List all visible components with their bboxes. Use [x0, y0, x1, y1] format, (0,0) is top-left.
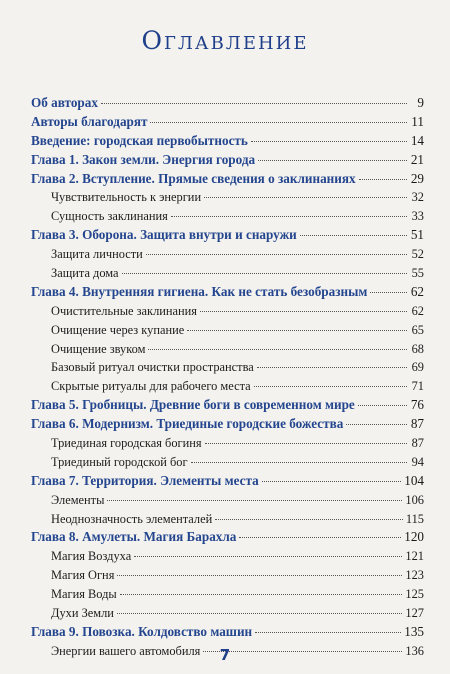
- toc-chapter-entry: [31, 472, 424, 491]
- toc-section-entry: [31, 604, 424, 623]
- toc-section-entry: [31, 340, 424, 359]
- toc-section-entry: [31, 264, 424, 283]
- toc-entry-label: Магия Воды: [51, 587, 117, 602]
- toc-entry-label: Глава 7. Территория. Элементы места: [31, 472, 259, 488]
- dot-leader: [146, 254, 407, 255]
- toc-entry-label: Об авторах: [31, 95, 98, 110]
- toc-entry-page: 120: [404, 529, 424, 545]
- toc-section-entry: [31, 510, 424, 529]
- toc-entry-page: 52: [411, 247, 424, 262]
- toc-entry-page: 76: [410, 397, 424, 413]
- toc-entry-label: Неоднозначность элементалей: [51, 511, 213, 526]
- toc-entry-page: 87: [410, 416, 424, 432]
- toc-entry-page: 123: [405, 568, 424, 583]
- toc-entry-label: Очищение через купание: [51, 322, 185, 337]
- dot-leader: [251, 141, 407, 142]
- dot-leader: [101, 103, 407, 104]
- toc-entry-page: 104: [404, 472, 424, 488]
- toc-section-entry: [31, 245, 424, 264]
- toc-section-entry: [31, 434, 424, 453]
- toc-entry-page: 121: [405, 549, 424, 564]
- toc-entry-page: 51: [410, 227, 424, 243]
- toc-entry-label: Базовый ритуал очистки пространства: [51, 360, 254, 375]
- toc-entry-label: Очищение звуком: [51, 341, 146, 356]
- toc-section-entry: [31, 358, 424, 377]
- toc-entry-page: 136: [405, 643, 424, 658]
- toc-entry-label: Глава 9. Повозка. Колдовство машин: [31, 623, 253, 639]
- table-of-contents: [31, 94, 424, 661]
- toc-entry-label: Глава 2. Вступление. Прямые сведения о заклинаниях: [31, 170, 356, 186]
- toc-entry-page: 135: [404, 623, 424, 639]
- toc-chapter-entry: [31, 132, 424, 151]
- dot-leader: [204, 197, 407, 198]
- toc-entry-page: 62: [411, 303, 424, 318]
- toc-section-entry: [31, 377, 424, 396]
- toc-entry-label: Энергии вашего автомобиля: [51, 643, 201, 658]
- page-title: Оглавление: [141, 26, 309, 55]
- toc-entry-label: Введение: городская первобытность: [31, 132, 248, 148]
- toc-entry-page: 69: [411, 360, 424, 375]
- dot-leader: [122, 273, 407, 274]
- toc-entry-page: 106: [405, 492, 424, 507]
- toc-section-entry: [31, 566, 424, 585]
- toc-entry-page: 65: [411, 322, 424, 337]
- toc-entry-label: Глава 3. Оборона. Защита внутри и снаружи: [31, 227, 297, 243]
- toc-entry-page: 21: [410, 151, 424, 167]
- toc-chapter-entry: [31, 623, 424, 642]
- dot-leader: [255, 632, 401, 633]
- dot-leader: [107, 500, 402, 501]
- dot-leader: [134, 556, 402, 557]
- dot-leader: [300, 235, 407, 236]
- toc-entry-page: 33: [411, 209, 424, 224]
- dot-leader: [254, 386, 407, 387]
- toc-chapter-entry: [31, 170, 424, 189]
- toc-entry-page: 71: [411, 379, 424, 394]
- toc-chapter-entry: [31, 396, 424, 415]
- dot-leader: [205, 443, 407, 444]
- toc-entry-label: Магия Воздуха: [51, 549, 132, 564]
- toc-section-entry: [31, 207, 424, 226]
- toc-chapter-entry: [31, 151, 424, 170]
- toc-entry-page: 11: [411, 113, 424, 129]
- toc-chapter-entry: [31, 113, 424, 132]
- dot-leader: [257, 367, 407, 368]
- toc-entry-page: 14: [410, 132, 424, 148]
- dot-leader: [358, 405, 407, 406]
- toc-entry-label: Защита дома: [51, 266, 119, 281]
- toc-entry-label: Очистительные заклинания: [51, 303, 197, 318]
- toc-entry-label: Элементы: [51, 492, 105, 507]
- toc-entry-page: 68: [411, 341, 424, 356]
- dot-leader: [117, 613, 402, 614]
- toc-entry-label: Глава 4. Внутренняя гигиена. Как не стать безобразным: [31, 283, 368, 299]
- toc-section-entry: [31, 188, 424, 207]
- toc-chapter-entry: [31, 528, 424, 547]
- toc-section-entry: [31, 302, 424, 321]
- dot-leader: [191, 462, 407, 463]
- toc-entry-label: Триединый городской бог: [51, 454, 188, 469]
- toc-section-entry: [31, 585, 424, 604]
- toc-section-entry: [31, 321, 424, 340]
- toc-entry-page: 115: [405, 511, 424, 526]
- dot-leader: [117, 575, 402, 576]
- dot-leader: [370, 292, 407, 293]
- toc-entry-label: Глава 1. Закон земли. Энергия города: [31, 151, 256, 167]
- toc-chapter-entry: [31, 94, 424, 113]
- toc-entry-page: 55: [411, 266, 424, 281]
- toc-entry-label: Триединая городская богиня: [51, 436, 202, 451]
- dot-leader: [239, 537, 401, 538]
- toc-section-entry: [31, 453, 424, 472]
- toc-entry-page: 127: [405, 606, 424, 621]
- toc-entry-label: Глава 5. Гробницы. Древние боги в современном мире: [31, 397, 355, 413]
- toc-entry-label: Защита личности: [51, 247, 143, 262]
- toc-entry-label: Глава 6. Модернизм. Триединые городские божества: [31, 416, 344, 432]
- dot-leader: [262, 481, 402, 482]
- toc-chapter-entry: [31, 226, 424, 245]
- dot-leader: [171, 216, 407, 217]
- toc-entry-label: Духи Земли: [51, 606, 114, 621]
- toc-entry-page: 87: [411, 436, 424, 451]
- toc-entry-page: 29: [410, 170, 424, 186]
- page-number: 7: [219, 646, 231, 664]
- toc-entry-label: Сущность заклинания: [51, 209, 168, 224]
- toc-section-entry: [31, 491, 424, 510]
- toc-entry-page: 32: [411, 190, 424, 205]
- toc-section-entry: [31, 547, 424, 566]
- dot-leader: [200, 311, 407, 312]
- toc-entry-label: Глава 8. Амулеты. Магия Барахла: [31, 529, 237, 545]
- toc-entry-page: 94: [411, 454, 424, 469]
- toc-entry-label: Скрытые ритуалы для рабочего места: [51, 379, 251, 394]
- toc-entry-page: 125: [405, 587, 424, 602]
- dot-leader: [215, 519, 403, 520]
- dot-leader: [346, 424, 407, 425]
- toc-entry-label: Авторы благодарят: [31, 113, 148, 129]
- toc-entry-page: 62: [410, 283, 424, 299]
- dot-leader: [258, 160, 407, 161]
- toc-entry-label: Чувствительность к энергии: [51, 190, 202, 205]
- dot-leader: [148, 349, 407, 350]
- toc-chapter-entry: [31, 415, 424, 434]
- dot-leader: [359, 179, 407, 180]
- toc-entry-label: Магия Огня: [51, 568, 115, 583]
- dot-leader: [187, 330, 407, 331]
- toc-chapter-entry: [31, 283, 424, 302]
- dot-leader: [150, 122, 407, 123]
- toc-entry-page: 9: [417, 95, 424, 110]
- dot-leader: [120, 594, 403, 595]
